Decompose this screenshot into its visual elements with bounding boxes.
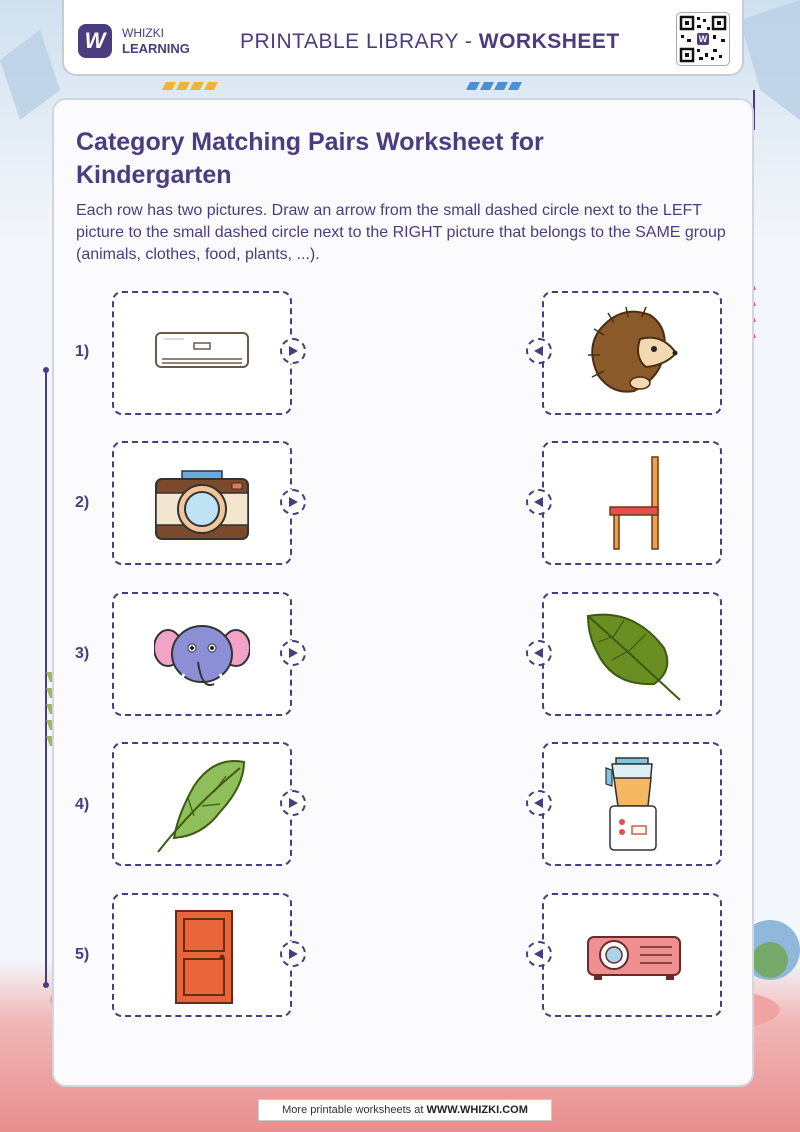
left-connect-dot[interactable] (280, 640, 306, 666)
svg-text:W: W (698, 34, 708, 44)
row-number: 2) (75, 494, 90, 511)
left-connect-dot[interactable] (280, 790, 306, 816)
row-number: 5) (75, 946, 90, 963)
spinach-leaf-icon (154, 756, 250, 854)
brand-name (122, 26, 190, 56)
right-connect-dot[interactable] (526, 640, 552, 666)
play-right-icon (287, 647, 299, 659)
right-picture-box (542, 441, 722, 565)
leaf-icon (584, 608, 684, 704)
right-connect-dot[interactable] (526, 338, 552, 364)
worksheet-title: Category Matching Pairs Worksheet for Kindergarten (76, 128, 544, 189)
right-connect-dot[interactable] (526, 489, 552, 515)
door-icon (172, 907, 236, 1005)
play-left-icon (533, 345, 545, 357)
left-picture-box (112, 893, 292, 1017)
play-right-icon (287, 496, 299, 508)
left-picture-box (112, 441, 292, 565)
right-picture-box (542, 742, 722, 866)
right-connect-dot[interactable] (526, 941, 552, 967)
elephant-icon (154, 618, 250, 694)
play-left-icon (533, 797, 545, 809)
left-connect-dot[interactable] (280, 941, 306, 967)
play-right-icon (287, 345, 299, 357)
footer-banner (258, 1099, 552, 1121)
play-right-icon (287, 797, 299, 809)
row-number: 3) (75, 645, 90, 662)
header-title-bold: WORKSHEET (478, 30, 620, 53)
footer-text: More printable worksheets at (282, 1104, 427, 1116)
right-picture-box (542, 893, 722, 1017)
left-picture-box (112, 592, 292, 716)
row-number: 1) (75, 343, 90, 360)
chair-icon (606, 453, 666, 553)
left-picture-box (112, 291, 292, 415)
air-conditioner-icon (154, 329, 250, 377)
brand-line-1: WHIZKI (122, 26, 164, 40)
header-title-prefix: PRINTABLE LIBRARY - (240, 30, 479, 53)
header-title (240, 30, 620, 54)
row-number: 4) (75, 796, 90, 813)
left-picture-box (112, 742, 292, 866)
play-left-icon (533, 496, 545, 508)
whizki-logo[interactable]: W (78, 24, 112, 58)
page-header (62, 0, 744, 76)
play-right-icon (287, 948, 299, 960)
camera-icon (152, 467, 252, 543)
blender-icon (602, 756, 668, 854)
right-picture-box (542, 291, 722, 415)
right-picture-box (542, 592, 722, 716)
projector-icon (584, 929, 684, 983)
footer-link[interactable]: WWW.WHIZKI.COM (426, 1104, 528, 1116)
play-left-icon (533, 948, 545, 960)
hedgehog-icon (584, 305, 684, 401)
play-left-icon (533, 647, 545, 659)
right-connect-dot[interactable] (526, 790, 552, 816)
left-connect-dot[interactable] (280, 489, 306, 515)
brand-line-2: LEARNING (122, 41, 190, 56)
left-connect-dot[interactable] (280, 338, 306, 364)
worksheet-instructions: Each row has two pictures. Draw an arrow from the small dashed circle next to the LEFT picture to the small dashed circle next to the RIGHT picture that belongs to the SAME group (animals, clothes, food, plants, ...). (76, 202, 726, 263)
qr-code-icon[interactable] (676, 12, 730, 66)
